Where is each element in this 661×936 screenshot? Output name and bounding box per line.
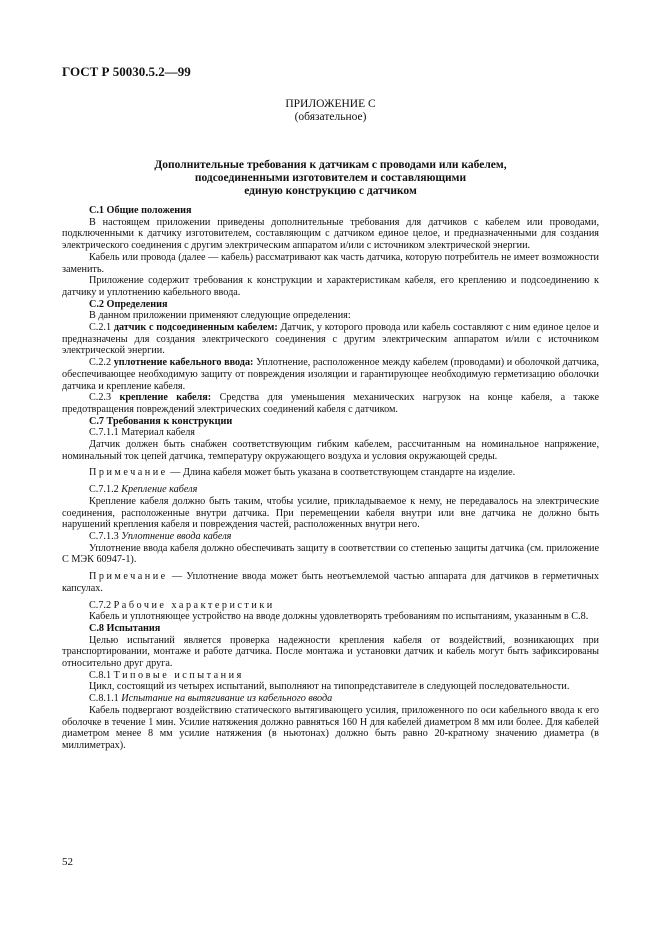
subsection-c711-text: Датчик должен быть снабжен соответствующим гибким кабелем, рассчитанным на номинальное напряжение, номинальный ток цепей датчика, температуру окружающего воздуха и условия окружающей среды. [62,439,599,462]
note-text: — Уплотнение ввода может быть неотъемлемой частью аппарата для датчиков в герметичных капсулах. [62,571,599,594]
subsection-c72-text: Кабель и уплотняющее устройство на вводе должны удовлетворять требованиям по испытаниям, указанным в С.8. [89,611,589,623]
appendix-title: ПРИЛОЖЕНИЕ С [285,98,376,110]
definition-c22 [62,357,599,392]
section-c1-paragraph-3: Приложение содержит требования к конструкции и характеристикам кабеля, его креплению и подсоединению к датчику и уплотнению кабельного ввода. [62,275,599,298]
subsection-c811-title: С.8.1.1 Испытание на вытягивание из кабельного ввода [89,693,333,705]
subsection-c711-title: С.7.1.1 Материал кабеля [89,427,195,439]
subsection-c713-title: С.7.1.3 Уплотнение ввода кабеля [89,530,232,542]
document-body [62,205,599,752]
note-label: Примечание [89,571,168,583]
section-c2-intro: В данном приложении применяют следующие определения: [89,310,351,322]
definition-c23 [62,392,599,415]
subsection-c712-text: Крепление кабеля должно быть таким, чтобы усилие, прикладываемое к нему, не передавалось на электрические соединения, расположенные внутри датчика. При перемещении кабеля внутри или вне датчика не должно быть нарушений крепления кабеля и повреждения частей, расположенных внутри него. [62,495,599,531]
note-text: — Длина кабеля может быть указана в соответствующем стандарте на изделие. [167,467,516,479]
definition-text: Уплотнение, расположенное между кабелем (проводами) и оболочкой датчика, обеспечивающее необходимую защиту от повреждения изоляции и гарантирующее необходимую герметизацию оболочки датчика и крепление кабеля. [62,357,600,392]
subsection-c72-title: С.7.2 Рабочие характеристики [89,599,275,611]
definition-c21 [62,322,599,357]
note-label: Примечание [89,467,168,479]
section-c8-heading: С.8 Испытания [89,622,161,634]
title-line-1: Дополнительные требования к датчикам с проводами или кабелем, [154,159,507,171]
definition-term: уплотнение кабельного ввода: [113,357,254,369]
page-number: 52 [62,856,73,868]
title-line-3: единую конструкцию с датчиком [244,185,417,197]
subsection-c712-title: С.7.1.2 Крепление кабеля [89,484,198,496]
title-line-2: подсоединенными изготовителем и составляющими [194,172,467,184]
section-c1-paragraph-2: Кабель или провода (далее — кабель) рассматривают как часть датчика, которую потребитель не имеет возможности заменить. [62,251,599,275]
section-c1-heading: С.1 Общие положения [89,205,192,216]
subsection-c811-text: Кабель подвергают воздействию статического вытягивающего усилия, приложенного по оси кабельного ввода к его оболочке в течение 1 мин. Усилие натяжения должно равняться 160 Н для кабелей диаметром 8 мм или более. Для кабелей диаметром менее 8 мм усилие натяжения (в ньютонах) должно быть равно 20-кратному значению диаметра (в миллиметрах). [62,704,599,751]
definition-number: С.2.3 [89,392,112,404]
definition-term: крепление кабеля: [119,392,212,404]
standard-header: ГОСТ Р 50030.5.2—99 [62,64,191,79]
definition-text: Датчик, у которого провода или кабель составляют с ним единое целое и предназначены для создания электрического соединения с другим электрическим аппаратом и/или с источником электрической энергии. [62,322,600,357]
subsection-c713-text: Уплотнение ввода кабеля должно обеспечивать защиту в соответствии со степенью защиты датчика (см. приложение С МЭК 60947-1). [62,542,599,566]
appendix-subtitle: (обязательное) [294,111,367,123]
subsection-c81-text: Цикл, состоящий из четырех испытаний, выполняют на типопредставителе в следующей последовательности. [89,681,570,693]
note-2 [62,571,599,594]
definition-number: С.2.1 [89,322,112,334]
section-c8-text: Целью испытаний является проверка надежности крепления кабеля от воздействий, возникающих при транспортировании, монтаже и работе датчика. После монтажа и установки датчик и кабель могут быть зафиксированы относительно друг друга. [62,634,599,670]
subsection-c81-title: С.8.1 Типовые испытания [89,669,244,681]
note-1 [62,467,599,479]
definition-term: датчик с подсоединенным кабелем: [113,322,278,334]
definition-number: С.2.2 [89,357,112,369]
section-c7-heading: С.7 Требования к конструкции [89,415,233,427]
section-c1-paragraph-1: В настоящем приложении приведены дополнительные требования для датчиков с кабелем или проводами, подключенными к датчику изготовителем, составляющим с датчиком единое целое, и предназначенными для создания электрического соединения с другим электрическим аппаратом и/или с источником электрической энергии. [62,216,599,252]
definition-text: Средства для уменьшения механических нагрузок на конце кабеля, а также предотвращения повреждений электрических соединений кабеля с датчиком. [62,392,600,415]
section-c2-heading: С.2 Определения [89,298,168,310]
